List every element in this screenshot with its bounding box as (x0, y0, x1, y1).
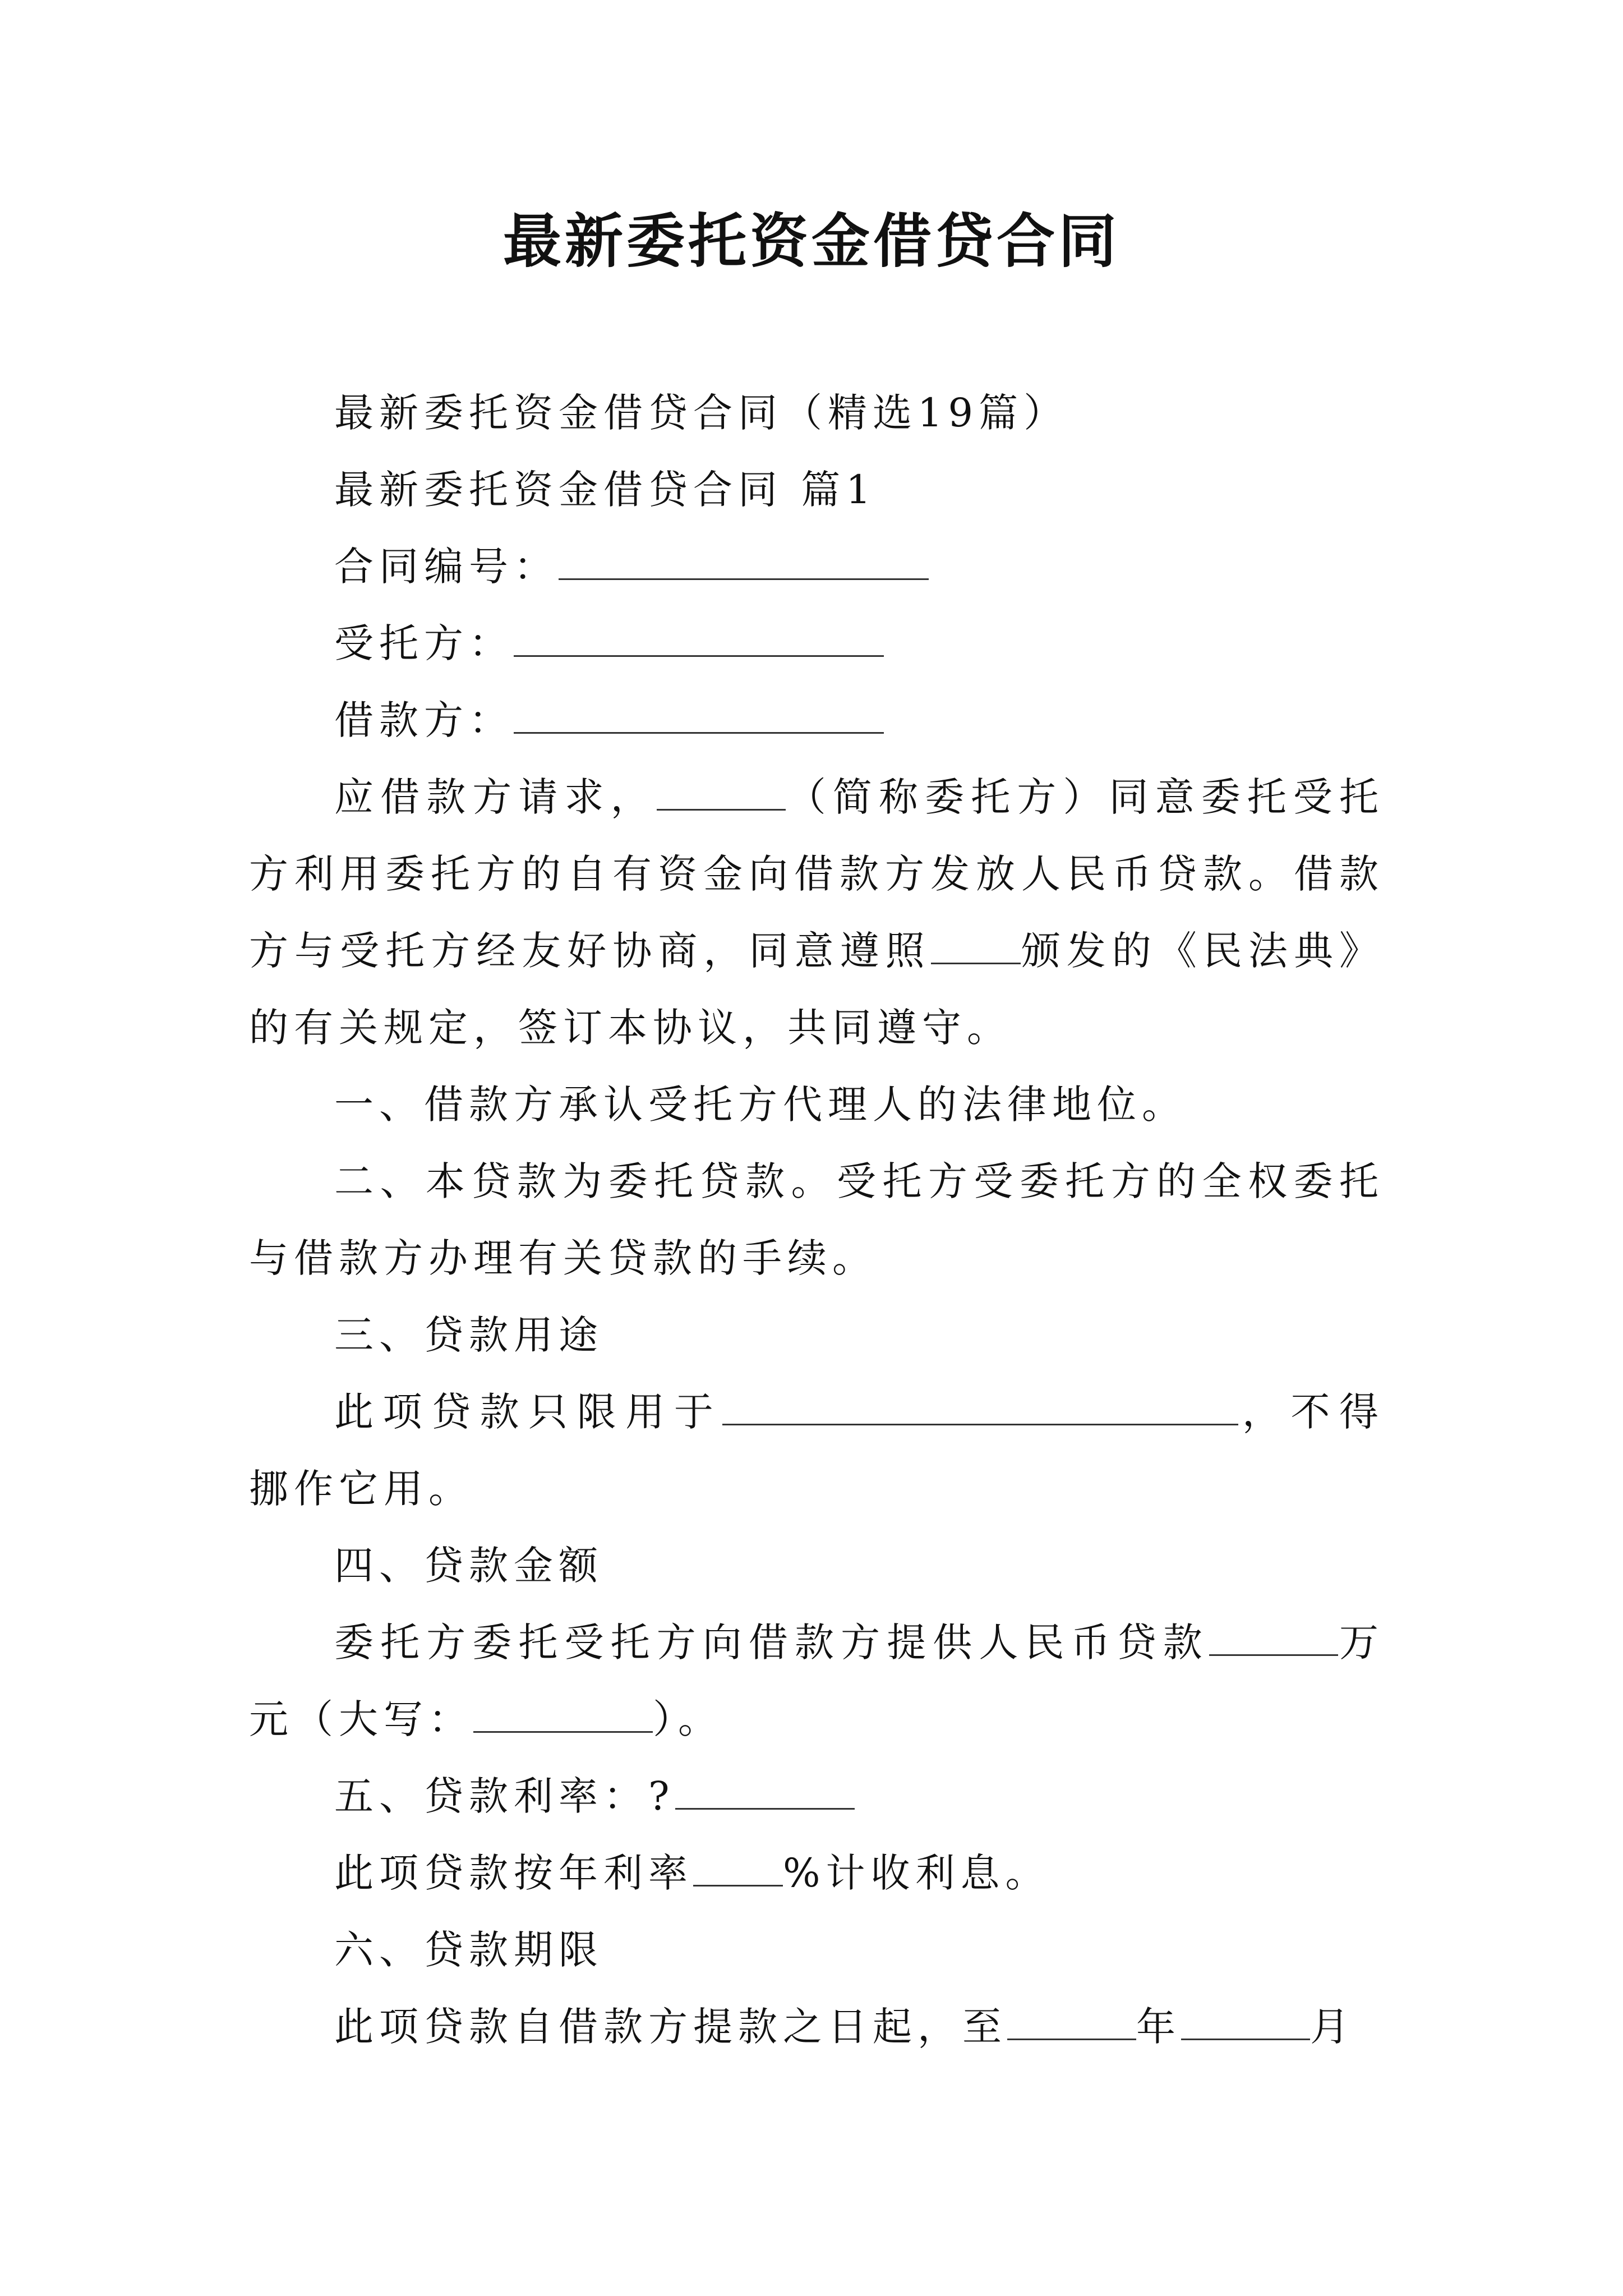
clause-6-text-a: 此项贷款自借款方提款之日起，至 (334, 2004, 1007, 2050)
clause-1: 一、借款方承认受托方代理人的法律地位。 (334, 1082, 1187, 1128)
amount-uppercase-blank (473, 1696, 653, 1733)
purpose-blank (722, 1389, 1238, 1425)
clause-4-text-a: 委托方委托受托方向借款方提供人民币贷款 (334, 1619, 1209, 1665)
clause-5-heading (249, 1758, 1384, 1835)
clause-5-text-b: %计收利息。 (783, 1850, 1050, 1896)
trustee-blank (514, 620, 884, 657)
rate-type-blank (675, 1773, 855, 1810)
clause-3-heading: 三、贷款用途 (334, 1312, 603, 1358)
clause-3-text (249, 1374, 1384, 1527)
clause-3-text-b: ，不得挪作它用。 (249, 1389, 1385, 1512)
intro-text-b: （简称委托方）同意委托受托方利用委托方的自有资金向借款方发放人民币贷款。借款方与受托方经友好协商，同意遵照 (249, 774, 1385, 974)
contract-no-blank (559, 544, 929, 580)
authority-blank (931, 928, 1021, 964)
contract-no-line (249, 528, 1384, 605)
intro-text-a: 应借款方请求， (334, 774, 657, 820)
clause-4-text-c: ）。 (653, 1696, 723, 1742)
borrower-line (249, 682, 1384, 759)
borrower-label: 借款方： (334, 697, 514, 743)
intro-paragraph (249, 759, 1384, 1066)
clause-4-text-b: 万元（大写： (249, 1619, 1385, 1742)
clause-6-text-c: 月 (1310, 2004, 1355, 2050)
clause-6-text-b: 年 (1136, 2004, 1181, 2050)
clause-4-text (249, 1604, 1384, 1758)
amount-blank (1209, 1619, 1338, 1656)
principal-blank (657, 774, 786, 811)
clause-5-text (249, 1835, 1384, 1912)
clause-3-text-a: 此项贷款只限用于 (334, 1389, 723, 1435)
trustee-label: 受托方： (334, 620, 514, 666)
borrower-blank (514, 697, 884, 734)
section-heading: 最新委托资金借贷合同 篇1 (334, 467, 877, 513)
clause-5-text-a: 此项贷款按年利率 (334, 1850, 693, 1896)
document-body (249, 375, 1384, 2065)
clause-6-text (249, 1989, 1384, 2065)
contract-no-label: 合同编号： (334, 544, 559, 590)
trustee-line (249, 605, 1384, 682)
subtitle: 最新委托资金借贷合同（精选19篇） (334, 390, 1069, 436)
month-blank (1181, 2004, 1310, 2040)
year-blank (1007, 2004, 1136, 2040)
rate-blank (693, 1850, 783, 1887)
page-title: 最新委托资金借贷合同 (502, 206, 1120, 275)
intro-text-c: 颁发的《民法典》的有关规定，签订本协议，共同遵守。 (249, 928, 1385, 1051)
clause-4-heading: 四、贷款金额 (334, 1543, 603, 1589)
clause-2: 二、本贷款为委托贷款。受托方受委托方的全权委托与借款方办理有关贷款的手续。 (249, 1158, 1384, 1281)
clause-6-heading: 六、贷款期限 (334, 1927, 603, 1973)
clause-5-heading-text: 五、贷款利率：? (334, 1773, 675, 1819)
